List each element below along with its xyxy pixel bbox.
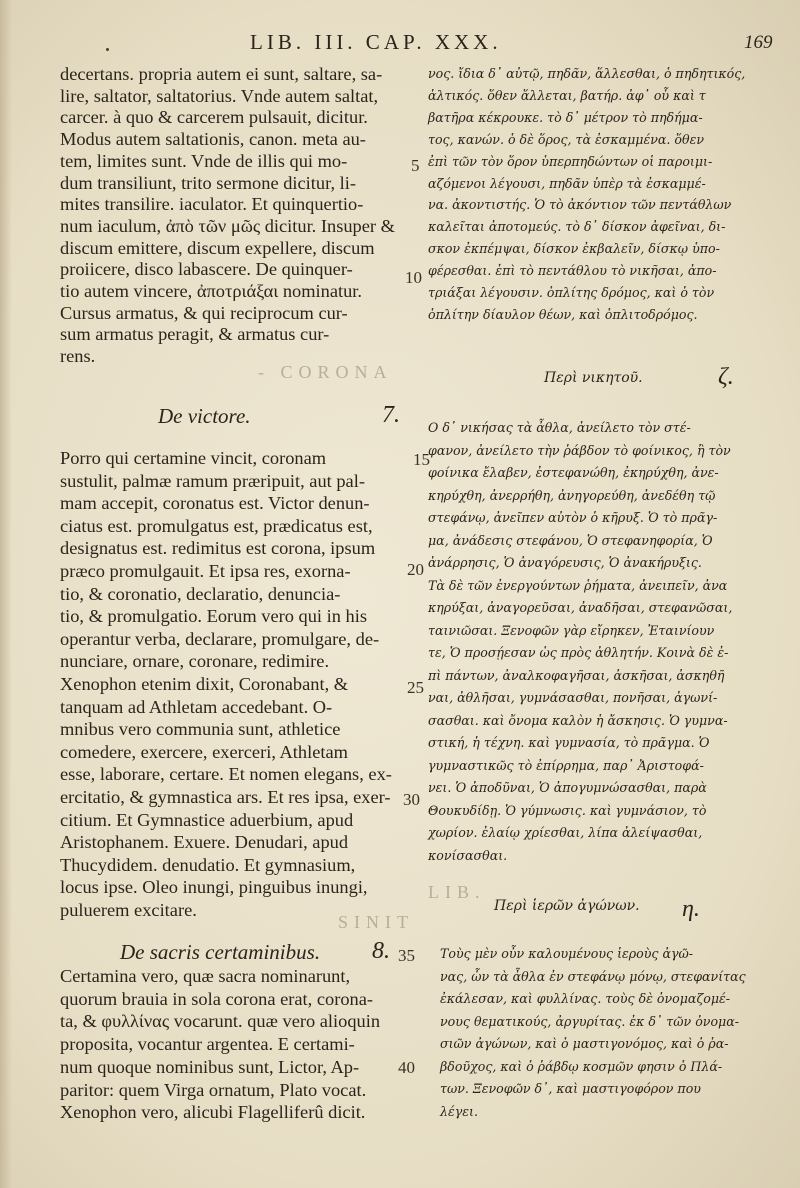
text-line: sum armatus peragit, & armatus cur- <box>60 324 330 345</box>
text-line: βατῆρα κέκρουκε. τὸ δ᾽ μέτρον τὸ πηδήμα- <box>428 109 703 125</box>
text-line: κηρύχθη, ἀνερρήθη, ἀνηγορεύθη, ἀνεδέθη τῷ <box>428 487 716 503</box>
text-line: να. ἀκοντιστής. Ὁ τὸ ἀκόντιον τῶν πεντάθλων <box>428 197 732 213</box>
text-line: mnibus vero communia sunt, athletice <box>60 719 341 740</box>
text-line: κηρύξαι, ἀναγορεῦσαι, ἀναδῆσαι, στεφανῶσαι, <box>428 600 733 615</box>
text-line: citium. Et Gymnastice aduerbium, apud <box>60 809 354 830</box>
text-line: designatus est. redimitus est corona, ipsum <box>60 538 376 559</box>
text-line: tio, & coronatio, declaratio, denuncia- <box>60 583 341 604</box>
text-line: λέγει. <box>440 1103 478 1119</box>
text-line: στική, ἡ τέχνη. καὶ γυμνασία, τὸ πρᾶγμα. Ὁ <box>428 735 710 750</box>
text-line: τριάξαι λέγουσιν. ὁπλίτης δρόμος, καὶ ὁ τὸν <box>428 285 715 300</box>
text-line: dum transiliunt, trito sermone dicitur, li- <box>60 172 357 193</box>
text-line: σκον ἐκπέμψαι, δίσκον ἐκβαλεῖν, δίσκῳ ὑπο- <box>428 241 720 257</box>
page-number: 169 <box>744 32 773 53</box>
text-line: locus ipse. Oleo inungi, pinguibus inungi, <box>60 877 368 898</box>
text-line: tanquam ad Athletam accedebant. O- <box>60 696 333 717</box>
text-line: σασθαι. καὶ ὄνομα καλὸν ἡ ἄσκησις. Ὁ γυμνα- <box>428 712 728 728</box>
text-line: ἁλτικός. ὅθεν ἅλλεται, βατήρ. ἀφ᾽ οὗ καὶ τ <box>428 87 706 103</box>
text-line: φέρεσθαι. ἐπὶ τὸ πεντάθλου τὸ νικῆσαι, ἀπο- <box>428 263 717 279</box>
text-line: ὁπλίτην δίαυλον θέων, καὶ ὁπλιτοδρόμος. <box>428 306 698 322</box>
text-line: κονίσασθαι. <box>428 847 508 863</box>
text-line: comedere, exercere, exerceri, Athletam <box>60 741 348 762</box>
section-number-victor: 7. <box>382 402 400 428</box>
text-line: nunciare, ornare, coronare, redimire. <box>60 651 330 672</box>
text-line: paritor: quem Virga ornatum, Plato vocat. <box>60 1079 367 1100</box>
text-line: rens. <box>60 346 96 367</box>
section-heading-victor: De victore. <box>158 404 251 428</box>
text-line: στεφάνῳ, ἀνεῖπεν αὐτὸν ὁ κῆρυξ. Ὁ τὸ πρᾶγ- <box>428 510 718 525</box>
bleed-through-text: - CORONA <box>258 362 393 382</box>
text-line: ναι, ἀθλῆσαι, γυμνάσασθαι, πονῆσαι, ἀγωνί- <box>428 690 718 705</box>
text-line: σιῶν ἀγώνων, καὶ ὁ μαστιγονόμος, καὶ ὁ ῥα- <box>440 1036 729 1051</box>
text-line: quorum brauia in sola corona erat, corona- <box>60 988 374 1009</box>
text-line: των. Ξενοφῶν δ᾽, καὶ μαστιγοφόρον που <box>440 1081 701 1096</box>
text-line: Θουκυδίδῃ. Ὁ γύμνωσις. καὶ γυμνάσιον, τὸ <box>428 802 707 818</box>
line-number: 15 <box>413 450 430 469</box>
text-line: discum emittere, discum expellere, discum <box>60 237 375 258</box>
text-line: ercitatio, & gymnastica ars. Et res ipsa, exer- <box>60 787 391 807</box>
text-line: num iaculum, ἀπὸ τῶν μῶς dicitur. Insuper & <box>60 215 395 236</box>
text-line: sustulit, palmæ ramum præripuit, aut pal- <box>60 470 365 491</box>
text-line: Xenophon etenim dixit, Coronabant, & <box>60 674 349 694</box>
text-line: μα, ἀνάδεσις στεφάνου, Ὁ στεφανηφορία, Ὁ <box>428 532 713 548</box>
ink-dot <box>106 48 109 51</box>
line-number: 25 <box>407 678 424 697</box>
text-line: Ο δ᾽ νικήσας τὰ ἆθλα, ἀνείλετο τὸν στέ- <box>428 420 691 435</box>
greek-section-number-victor: ζ. <box>718 364 734 390</box>
line-number: 5 <box>411 156 420 175</box>
text-line: ἀνάρρησις, Ὁ ἀναγόρευσις, Ὁ ἀνακήρυξις. <box>428 555 702 570</box>
text-line: Thucydidem. denudatio. Et gymnasium, <box>60 854 356 875</box>
text-line: φανον, ἀνείλετο τὴν ῥάβδον τὸ φοίνικος, ἢ τὸν <box>428 442 731 458</box>
text-line: mites transilire. iaculator. Et quinquertio- <box>60 194 364 215</box>
text-line: lire, saltator, saltatorius. Vnde autem saltat, <box>60 85 379 106</box>
text-line: tem, limites sunt. Vnde de illis qui mo- <box>60 150 348 171</box>
text-line: τε, Ὁ προσῄεσαν ὡς πρὸς ἀθλητήν. Κοινὰ δὲ ἐ- <box>428 645 729 660</box>
bleed-through-text: SINIT <box>338 912 414 932</box>
line-number: 40 <box>398 1058 415 1077</box>
text-line: αζόμενοι λέγουσι, πηδᾶν ὑπὲρ τὰ ἐσκαμμέ- <box>428 175 706 191</box>
text-line: τος, κανών. ὁ δὲ ὅρος, τὰ ἐσκαμμένα. ὅθεν <box>428 131 704 147</box>
text-line: Τοὺς μὲν οὖν καλουμένους ἱεροὺς ἀγῶ- <box>440 946 694 961</box>
text-line: præco promulgauit. Et ipsa res, exorna- <box>60 561 351 581</box>
text-line: num quoque nominibus sunt, Lictor, Ap- <box>60 1056 360 1077</box>
text-line: Certamina vero, quæ sacra nominarunt, <box>60 966 351 986</box>
bleed-through-text: LIB. <box>428 882 486 902</box>
text-line: ciatus est. promulgatus est, prædicatus est, <box>60 515 373 536</box>
section-number-sacris: 8. <box>372 938 390 964</box>
line-number: 20 <box>407 560 424 579</box>
text-line: ta, & φυλλίνας vocarunt. quæ vero alioquin <box>60 1011 381 1032</box>
line-number: 30 <box>403 790 420 809</box>
text-line: καλεῖται ἀποτομεύς. τὸ δ᾽ δίσκον ἀφεῖναι, δι- <box>428 219 726 235</box>
text-line: νος. ἴδια δ᾽ αὐτῷ, πηδᾶν, ἅλλεσθαι, ὁ πηδητικός, <box>428 66 746 81</box>
text-line: Porro qui certamine vincit, coronam <box>60 448 327 468</box>
text-line: χωρίον. ἐλαίῳ χρίεσθαι, λίπα ἀλείψασθαι, <box>428 825 703 840</box>
text-line: decertans. propria autem ei sunt, saltare, sa- <box>60 64 383 84</box>
text-line: Τὰ δὲ τῶν ἐνεργούντων ῥήματα, ἀνειπεῖν, ἀνα <box>428 577 728 593</box>
text-line: carcer. à quo & carcerem pulsauit, dicitur. <box>60 107 368 128</box>
text-line: πὶ πάντων, ἀναλκοφαγῆσαι, ἀσκῆσαι, ἀσκηθῆ <box>428 667 725 683</box>
text-line: ταινιῶσαι. Ξενοφῶν γὰρ εἴρηκεν, Ἐταινίουν <box>428 622 715 638</box>
text-line: proiicere, disco labascere. De quinquer- <box>60 259 353 280</box>
text-line: proposita, vocantur argentea. E certami- <box>60 1034 355 1055</box>
text-line: Aristophanem. Exuere. Denudari, apud <box>60 832 349 853</box>
greek-heading-victor: Περὶ νικητοῦ. <box>544 370 643 386</box>
running-title: LIB. III. CAP. XXX. <box>250 30 502 54</box>
text-line: νας, ὧν τὰ ἆθλα ἐν στεφάνῳ μόνῳ, στεφανίτας <box>440 968 746 984</box>
section-heading-sacris: De sacris certaminibus. <box>120 940 321 964</box>
running-header <box>0 30 800 60</box>
text-line: ἐπὶ τῶν τὸν ὅρον ὑπερπηδώντων οἱ παροιμι- <box>428 153 713 169</box>
text-line: νει. Ὁ ἀποδῦναι, Ὁ ἀπογυμνώσασθαι, παρὰ <box>428 780 707 795</box>
line-number: 35 <box>398 946 415 965</box>
text-line: operantur verba, declarare, promulgare, de- <box>60 628 380 649</box>
text-line: Cursus armatus, & qui reciprocum cur- <box>60 302 348 323</box>
text-line: γυμναστικῶς τὸ ἐπίρρημα, παρ᾽ Ἀριστοφά- <box>428 757 704 773</box>
text-line: Xenophon vero, alicubi Flagelliferû dicit. <box>60 1102 366 1123</box>
text-line: ἐκάλεσαν, καὶ φυλλίνας. τοὺς δὲ ὀνομαζομέ- <box>440 991 731 1006</box>
line-number: 10 <box>405 268 422 287</box>
greek-heading-sacris: Περὶ ἱερῶν ἀγώνων. <box>494 898 640 914</box>
text-line: mam accepit, coronatus est. Victor denun- <box>60 493 370 514</box>
text-line: νους θεματικούς, ἀργυρίτας. ἐκ δ᾽ τῶν ὀνομα- <box>440 1013 739 1029</box>
text-line: Modus autem saltationis, canon. meta au- <box>60 129 366 150</box>
gutter-shadow <box>0 0 12 1188</box>
text-line: tio autem vincere, ἀποτριάξαι nominatur. <box>60 281 362 301</box>
greek-section-number-sacris: η. <box>682 896 700 922</box>
text-line: tio, & promulgatio. Eorum vero qui in his <box>60 606 367 627</box>
text-line: φοίνικα ἔλαβεν, ἐστεφανώθη, ἐκηρύχθη, ἀνε- <box>428 465 719 480</box>
text-line: βδοῦχος, καὶ ὁ ῥάβδῳ κοσμῶν φησιν ὁ Πλά- <box>440 1058 723 1074</box>
text-line: esse, laborare, certare. Et nomen elegans, ex- <box>60 764 392 785</box>
text-line: puluerem excitare. <box>60 900 197 920</box>
